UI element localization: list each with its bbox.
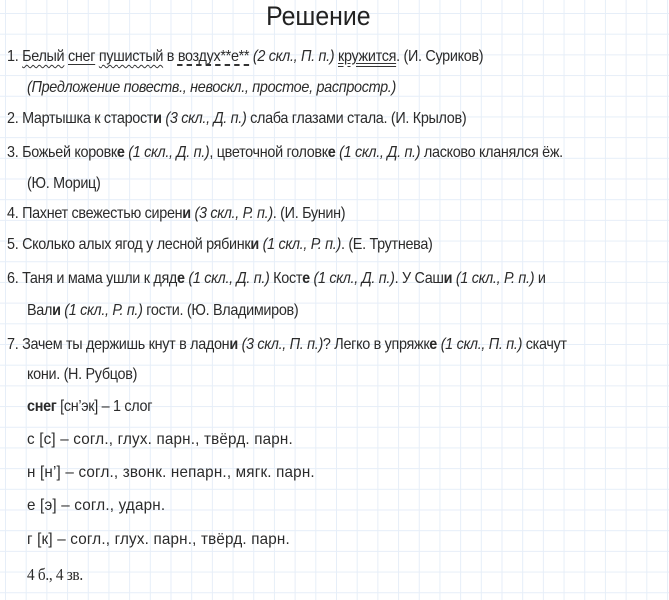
word-vozduhe: воздух**е** — [177, 48, 250, 65]
text: Таня и мама ушли к дяд — [18, 270, 178, 287]
preposition: в — [163, 48, 178, 65]
declension-note: (3 скл., Д. п.) — [161, 110, 247, 127]
item-1 — [7, 47, 483, 67]
declension-note: (1 скл., Р. п.) — [60, 302, 143, 319]
text: ласково кланялся ёж. — [420, 144, 563, 161]
ending: и — [443, 270, 453, 287]
text: гости. (Ю. Владимиров) — [142, 302, 299, 319]
word-pushistyj: пушистый — [98, 48, 164, 65]
letter-analysis: г [к] – согл., глух. парн., твёрд. парн. — [27, 531, 290, 548]
word-belyj: Белый — [22, 48, 65, 65]
ending: и — [229, 336, 238, 353]
text: Кост — [269, 270, 303, 287]
declension-note: (2 скл., П. п.) — [252, 48, 335, 65]
text: Пахнет свежестью сирен — [18, 205, 183, 222]
declension-note: (3 скл., П. п.) — [237, 336, 323, 353]
declension-note: (1 скл., Д. п.) — [309, 270, 395, 287]
ending: е — [429, 336, 438, 353]
item-number: 4. — [7, 205, 19, 222]
item-number: 6. — [7, 270, 19, 287]
ending: и — [250, 236, 259, 253]
text: скачут — [522, 336, 567, 353]
text: , цветочной головк — [209, 144, 328, 161]
author: . (И. Суриков) — [396, 48, 484, 65]
text: . (Е. Трутнева) — [340, 236, 433, 253]
declension-note: (3 скл., Р. п.) — [190, 205, 273, 222]
item-number: 5. — [7, 236, 19, 253]
item-6-continuation — [27, 301, 298, 321]
phonetic-header — [27, 397, 152, 417]
ending: и — [182, 205, 191, 222]
word-kruzhitsya: кружится — [337, 48, 397, 65]
text: Вал — [27, 302, 53, 319]
ending: е — [327, 144, 336, 161]
phonetic-word: снег — [27, 398, 57, 415]
text: Божьей коровк — [18, 144, 117, 161]
text: слаба глазами стала. (И. Крылов) — [246, 110, 467, 127]
transcription: [сн’эк] – 1 слог — [56, 398, 153, 415]
text: и — [534, 270, 546, 287]
page-title: Решение — [266, 1, 371, 31]
item-7 — [7, 335, 567, 355]
author: кони. (Н. Рубцов) — [27, 366, 138, 383]
letters-sounds-summary: 4 б., 4 зв. — [27, 565, 83, 584]
letter-analysis: е [э] – согл., ударн. — [27, 497, 166, 514]
declension-note: (1 скл., Р. п.) — [452, 270, 535, 287]
text: Зачем ты держишь кнут в ладон — [18, 336, 230, 353]
item-number: 2. — [7, 110, 19, 127]
item-number: 3. — [7, 144, 19, 161]
ending: е — [302, 270, 310, 287]
ending: и — [153, 110, 162, 127]
item-5 — [7, 235, 433, 255]
text: ? Легко в упряжк — [322, 336, 430, 353]
text: Мартышка к старост — [18, 110, 154, 127]
declension-note: (1 скл., П. п.) — [437, 336, 523, 353]
item-number: 1. — [7, 48, 19, 65]
sentence-analysis: (Предложение повеств., невоскл., простое, распростр.) — [27, 79, 396, 96]
ending: и — [52, 302, 61, 319]
item-2 — [7, 109, 466, 129]
ending: е — [177, 270, 185, 287]
author: (Ю. Мориц) — [27, 175, 101, 192]
declension-note: (1 скл., Р. п.) — [258, 236, 341, 253]
letter-analysis: н [н’] – согл., звонк. непарн., мягк. парн. — [27, 464, 315, 481]
declension-note: (1 скл., Д. п.) — [335, 144, 421, 161]
word-sneg: снег — [68, 48, 96, 65]
declension-note: (1 скл., Д. п.) — [184, 270, 270, 287]
letter-analysis: с [с] – согл., глух. парн., твёрд. парн. — [27, 431, 293, 448]
text: . У Саш — [394, 270, 444, 287]
text: Сколько алых ягод у лесной рябинк — [18, 236, 251, 253]
item-4 — [7, 204, 345, 224]
item-3 — [7, 143, 563, 163]
item-number: 7. — [7, 336, 19, 353]
text: . (И. Бунин) — [272, 205, 346, 222]
declension-note: (1 скл., Д. п.) — [124, 144, 210, 161]
ending: е — [116, 144, 125, 161]
item-6 — [7, 269, 546, 289]
